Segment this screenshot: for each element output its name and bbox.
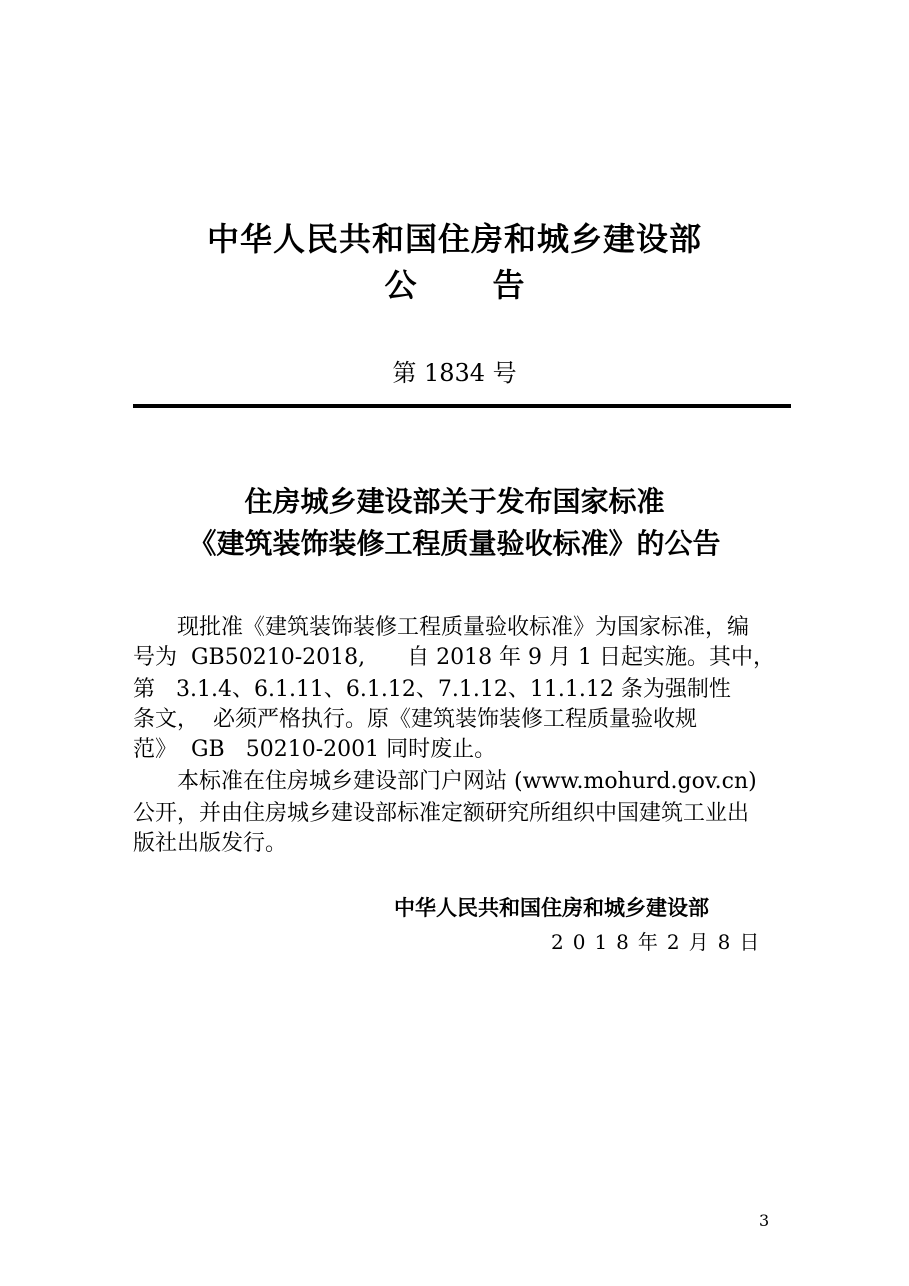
notice-word-1: 公 bbox=[384, 266, 417, 304]
body-paragraph-1-line-2: 号为 GB50210-2018, 自 2018 年 9 月 1 日起实施。其中， bbox=[133, 645, 776, 670]
header-divider bbox=[133, 404, 791, 408]
notice-number: 第 1834 号 bbox=[392, 359, 517, 387]
body-paragraph-1-line-4: 条文， 必须严格执行。原《建筑装饰装修工程质量验收规 bbox=[133, 707, 697, 732]
body-paragraph-2-line-2: 公开，并由住房城乡建设部标准定额研究所组织中国建筑工业出 bbox=[133, 801, 750, 826]
document-title-line-1: 住房城乡建设部关于发布国家标准 bbox=[244, 485, 665, 518]
notice-heading bbox=[0, 262, 909, 308]
body-paragraph-1-line-3: 第 3.1.4、6.1.11、6.1.12、7.1.12、11.1.12 条为强制性 bbox=[133, 677, 731, 702]
body-paragraph-2-line-1: 本标准在住房城乡建设部门户网站 (www.mohurd.gov.cn) bbox=[177, 769, 757, 794]
body-paragraph-1-line-5: 范》 GB 50210-2001 同时废止。 bbox=[133, 737, 497, 762]
issue-date: 2018年2月8日 bbox=[551, 930, 769, 954]
ministry-heading: 中华人民共和国住房和城乡建设部 bbox=[206, 220, 702, 258]
body-paragraph-1-line-1: 现批准《建筑装饰装修工程质量验收标准》为国家标准，编 bbox=[177, 615, 750, 640]
body-paragraph-2-line-3: 版社出版发行。 bbox=[133, 831, 288, 856]
page-number: 3 bbox=[759, 1211, 770, 1230]
notice-word-2: 告 bbox=[492, 266, 525, 304]
issuer-signature: 中华人民共和国住房和城乡建设部 bbox=[394, 896, 709, 920]
document-title-line-2: 《建筑装饰装修工程质量验收标准》的公告 bbox=[188, 527, 721, 560]
